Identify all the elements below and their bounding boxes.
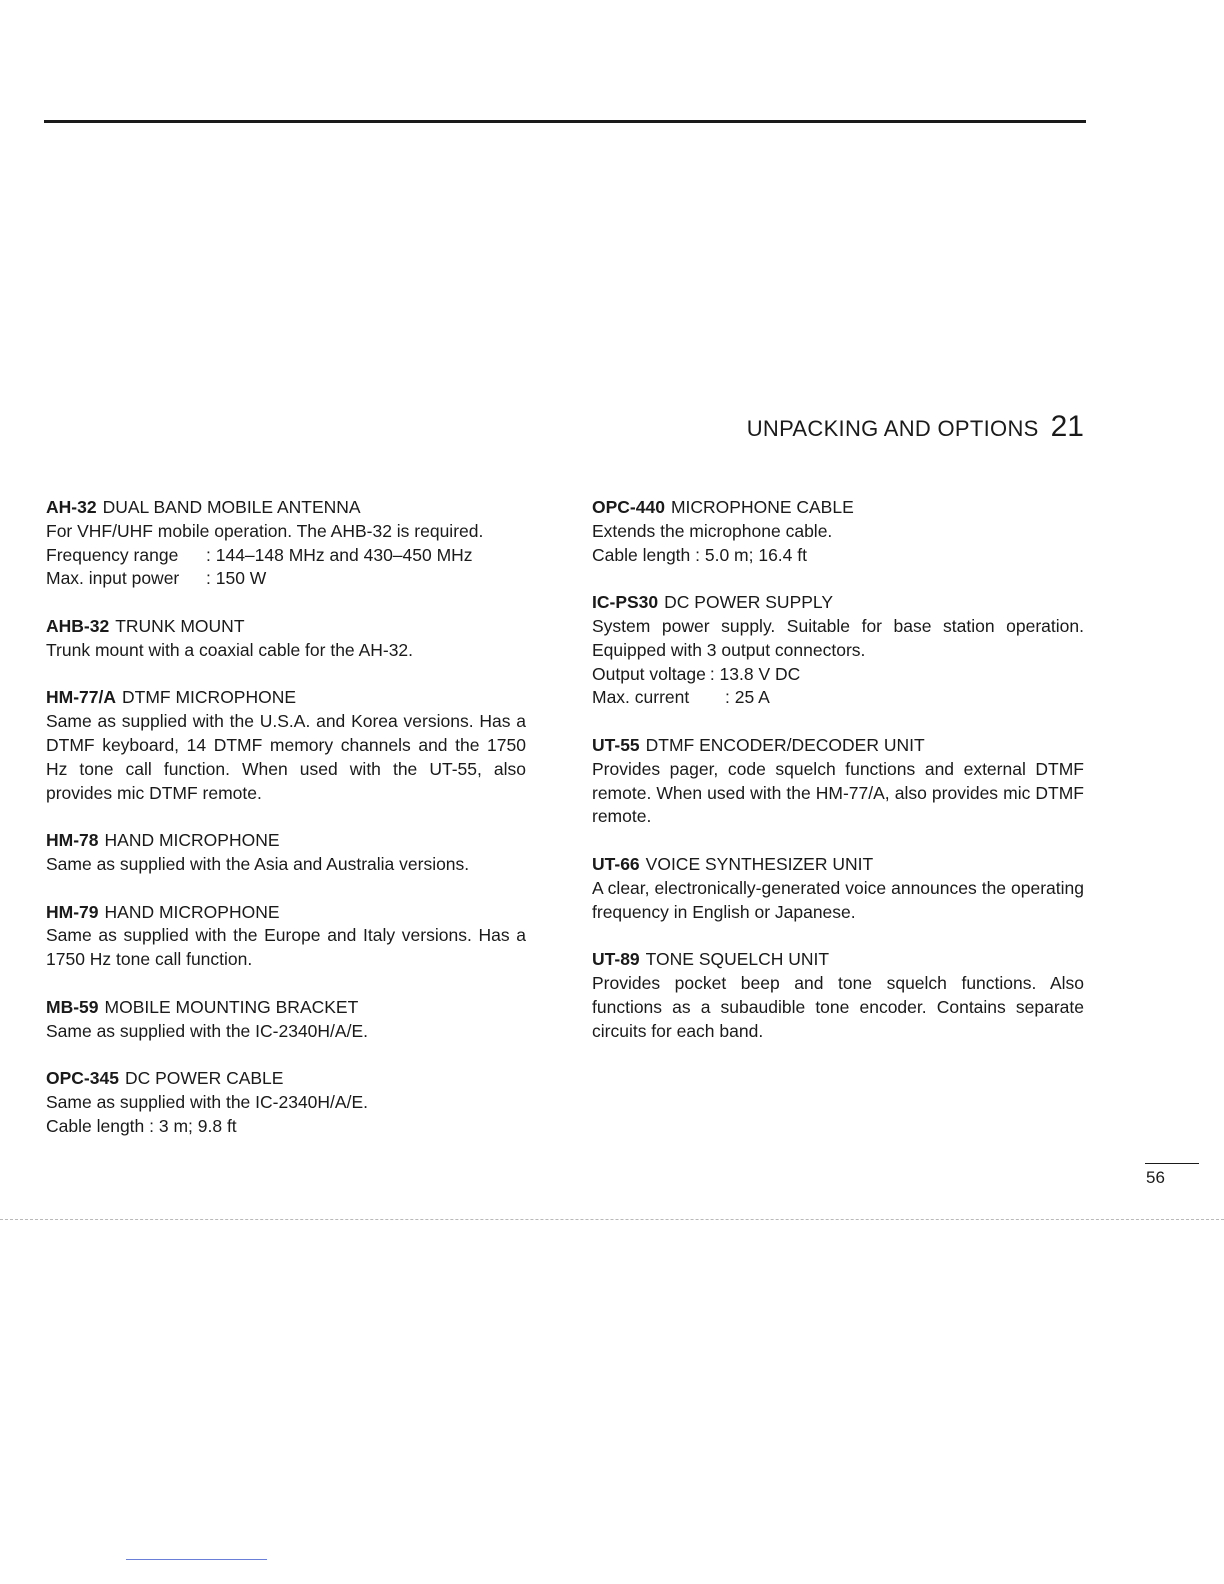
option-heading	[46, 615, 526, 639]
option-item	[592, 496, 1084, 567]
option-heading	[46, 901, 526, 925]
spec-row	[592, 686, 1084, 710]
decorative-blue-line	[126, 1559, 267, 1560]
option-description: Same as supplied with the IC-2340H/A/E.	[46, 1020, 368, 1041]
option-code: MB-59	[46, 996, 99, 1017]
option-cable-length: Cable length : 5.0 m; 16.4 ft	[592, 544, 807, 565]
option-heading	[46, 1067, 526, 1091]
option-heading	[46, 686, 526, 710]
option-name: DTMF ENCODER/DECODER UNIT	[645, 734, 925, 755]
option-item	[46, 615, 526, 663]
option-name: TONE SQUELCH UNIT	[645, 949, 830, 970]
option-item	[46, 901, 526, 972]
option-code: HM-78	[46, 830, 99, 851]
option-name: MICROPHONE CABLE	[670, 497, 854, 517]
option-description: Extends the microphone cable.	[592, 520, 833, 541]
spec-row	[46, 567, 526, 591]
page-number-rule	[1145, 1163, 1199, 1164]
spec-row	[592, 663, 1084, 687]
option-description: For VHF/UHF mobile operation. The AHB-32 is required.	[46, 520, 484, 541]
section-header	[747, 410, 1084, 444]
option-name: DC POWER CABLE	[124, 1068, 284, 1089]
spec-value: : 144–148 MHz and 430–450 MHz	[206, 544, 473, 565]
spec-label: Max. input power	[46, 568, 180, 589]
header-rule	[44, 120, 1086, 123]
option-heading	[592, 948, 1084, 972]
option-item	[592, 948, 1084, 1043]
option-code: HM-77/A	[46, 687, 117, 708]
option-name: DUAL BAND MOBILE ANTENNA	[102, 497, 361, 517]
option-code: AH-32	[46, 497, 97, 517]
option-description: Same as supplied with the IC-2340H/A/E.	[46, 1091, 368, 1112]
option-name: DTMF MICROPHONE	[122, 687, 297, 708]
option-code: OPC-345	[46, 1068, 119, 1089]
option-code: UT-89	[592, 949, 640, 970]
option-code: OPC-440	[592, 497, 665, 517]
option-heading	[46, 829, 526, 853]
spec-label: Max. current	[592, 687, 690, 708]
option-heading	[46, 496, 526, 520]
option-heading	[592, 496, 1084, 520]
section-number: 21	[1050, 410, 1084, 443]
option-code: IC-PS30	[592, 592, 659, 613]
option-name: HAND MICROPHONE	[104, 830, 280, 851]
option-description: Same as supplied with the Asia and Australia versions.	[46, 853, 470, 874]
page-number: 56	[1146, 1168, 1165, 1187]
option-description: Trunk mount with a coaxial cable for the AH-32.	[46, 639, 414, 660]
option-name: MOBILE MOUNTING BRACKET	[104, 996, 359, 1017]
option-heading	[592, 853, 1084, 877]
scan-artifact-line	[0, 1219, 1224, 1220]
spec-label: Frequency range	[46, 544, 179, 565]
option-name: DC POWER SUPPLY	[664, 592, 834, 613]
option-heading	[592, 591, 1084, 615]
option-item	[46, 686, 526, 805]
option-item	[46, 496, 526, 591]
option-description: Provides pager, code squelch functions and external DTMF remote. When used with the HM-77/A, also provides mic DTMF remote.	[592, 758, 1084, 827]
option-description: System power supply. Suitable for base station operation. Equipped with 3 output connectors.	[592, 615, 1084, 660]
option-code: HM-79	[46, 901, 99, 922]
option-item	[46, 996, 526, 1044]
option-item	[592, 591, 1084, 710]
option-description: Same as supplied with the U.S.A. and Korea versions. Has a DTMF keyboard, 14 DTMF memory channels and the 1750 Hz tone call function. When used with the UT-55, also provides mic DTMF remote.	[46, 711, 526, 803]
option-description: A clear, electronically-generated voice announces the operating frequency in English or Japanese.	[592, 877, 1084, 922]
option-item	[592, 853, 1084, 924]
option-code: AHB-32	[46, 615, 110, 636]
spec-value: : 13.8 V DC	[709, 663, 801, 684]
option-name: TRUNK MOUNT	[115, 615, 245, 636]
option-name: VOICE SYNTHESIZER UNIT	[645, 853, 874, 874]
section-title: UNPACKING AND OPTIONS	[746, 416, 1039, 441]
option-heading	[592, 734, 1084, 758]
left-column	[46, 496, 526, 1162]
spec-row	[46, 544, 526, 568]
right-column	[592, 496, 1084, 1067]
option-cable-length: Cable length : 3 m; 9.8 ft	[46, 1115, 237, 1136]
option-description: Provides pocket beep and tone squelch functions. Also functions as a subaudible tone encoder. Contains separate circuits for each band.	[592, 972, 1084, 1041]
option-code: UT-55	[592, 734, 640, 755]
option-code: UT-66	[592, 853, 640, 874]
option-name: HAND MICROPHONE	[104, 901, 280, 922]
option-item	[46, 829, 526, 877]
spec-value: : 25 A	[725, 687, 770, 708]
option-description: Same as supplied with the Europe and Italy versions. Has a 1750 Hz tone call function.	[46, 925, 526, 970]
option-heading	[46, 996, 526, 1020]
spec-value: : 150 W	[206, 568, 267, 589]
option-item	[592, 734, 1084, 829]
option-item	[46, 1067, 526, 1138]
spec-label: Output voltage	[592, 663, 706, 684]
